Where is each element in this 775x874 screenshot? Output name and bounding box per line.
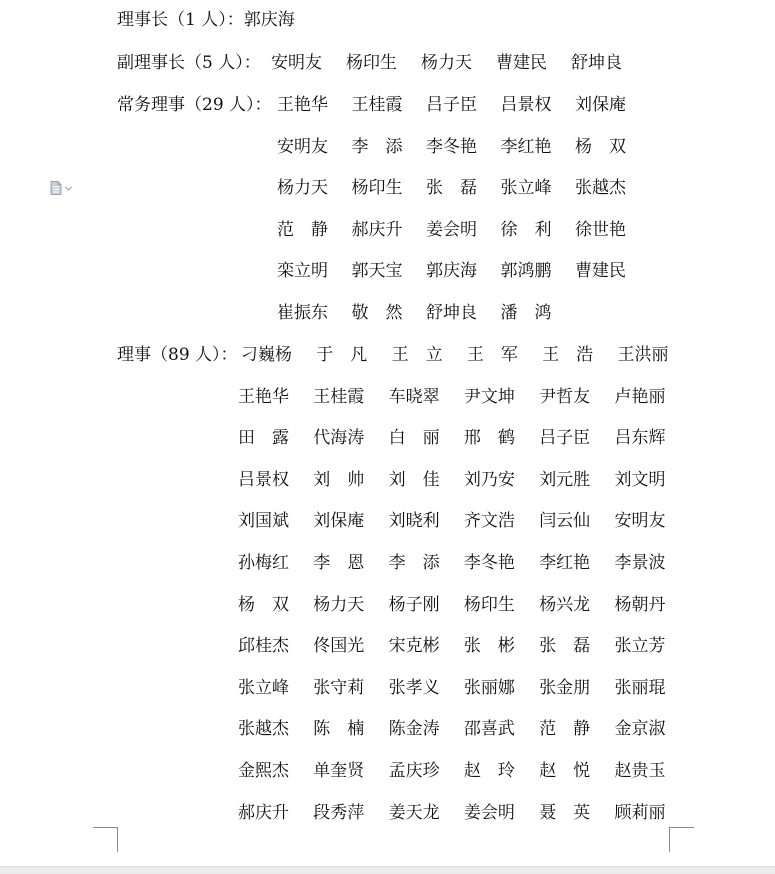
member-name: 刘 佳 bbox=[388, 469, 440, 490]
member-name: 郝庆升 bbox=[351, 219, 403, 240]
member-name: 邢 鹤 bbox=[463, 428, 515, 449]
member-name: 李红艳 bbox=[539, 553, 591, 573]
member-name: 郭庆海 bbox=[243, 10, 295, 30]
member-name: 张 彬 bbox=[463, 636, 515, 657]
member-name: 金熙杰 bbox=[238, 761, 289, 781]
section-label: 副理事长（5 人）： bbox=[117, 53, 261, 73]
member-name: 姜天龙 bbox=[388, 802, 440, 823]
member-name: 佟国光 bbox=[313, 636, 365, 657]
member-name: 齐文浩 bbox=[463, 511, 515, 532]
member-name: 王 军 bbox=[466, 345, 518, 365]
member-name: 张丽娜 bbox=[463, 677, 515, 698]
section-label: 常务理事（29 人）： bbox=[117, 95, 272, 115]
member-name: 张 磊 bbox=[426, 178, 477, 199]
member-name: 邵喜武 bbox=[463, 719, 515, 740]
member-name: 张孝义 bbox=[388, 677, 440, 698]
member-name: 吕子臣 bbox=[426, 95, 477, 115]
member-name: 潘 鸿 bbox=[500, 303, 552, 323]
member-name: 杨力天 bbox=[313, 594, 365, 615]
member-name: 郭鸿鹏 bbox=[500, 261, 552, 282]
member-name: 张丽琨 bbox=[614, 677, 666, 698]
member-name: 于 凡 bbox=[316, 345, 368, 365]
member-name: 顾莉丽 bbox=[614, 802, 666, 823]
member-name: 安明友 bbox=[614, 511, 666, 532]
member-name: 敬 然 bbox=[351, 303, 403, 323]
member-name: 刘国斌 bbox=[238, 511, 289, 532]
section-vice-presidents-label bbox=[117, 51, 261, 75]
member-name: 刁巍杨 bbox=[241, 345, 292, 365]
member-name: 杨印生 bbox=[346, 53, 397, 73]
member-name: 李 添 bbox=[351, 136, 403, 157]
member-name: 杨 双 bbox=[238, 594, 289, 615]
section-standing-directors-label bbox=[117, 93, 272, 117]
member-name: 曹建民 bbox=[575, 261, 626, 282]
member-name: 舒坤良 bbox=[571, 53, 622, 73]
member-name: 范 静 bbox=[539, 719, 591, 740]
member-name: 刘元胜 bbox=[539, 469, 591, 490]
member-name: 李红艳 bbox=[500, 136, 552, 157]
page-corner-mark-right bbox=[669, 827, 694, 852]
member-name: 张立峰 bbox=[500, 178, 552, 199]
member-name: 杨力天 bbox=[421, 53, 472, 73]
member-name: 刘晓利 bbox=[388, 511, 440, 532]
member-name: 车晓翠 bbox=[388, 386, 440, 407]
member-name: 张立峰 bbox=[238, 677, 289, 698]
member-name: 张守莉 bbox=[313, 677, 365, 698]
member-name: 杨印生 bbox=[463, 594, 515, 615]
member-name: 李景波 bbox=[614, 553, 666, 573]
member-name: 郝庆升 bbox=[238, 802, 289, 823]
member-name: 刘乃安 bbox=[463, 469, 515, 490]
member-name: 张 磊 bbox=[539, 636, 591, 657]
member-name: 安明友 bbox=[271, 53, 322, 73]
member-name: 杨力天 bbox=[277, 178, 328, 199]
member-name: 闫云仙 bbox=[539, 511, 591, 532]
member-name: 王 立 bbox=[391, 345, 443, 365]
member-name: 王 浩 bbox=[542, 345, 594, 365]
member-name: 徐 利 bbox=[500, 219, 552, 240]
member-name: 吕景权 bbox=[238, 469, 289, 490]
member-name: 陈金涛 bbox=[388, 719, 440, 740]
member-name: 吕子臣 bbox=[539, 428, 591, 449]
member-name: 王桂霞 bbox=[351, 95, 403, 115]
member-name: 金京淑 bbox=[614, 719, 666, 740]
member-name: 刘 帅 bbox=[313, 469, 365, 490]
member-name: 杨印生 bbox=[351, 178, 403, 199]
member-name: 栾立明 bbox=[277, 261, 328, 282]
chevron-down-icon bbox=[65, 186, 72, 191]
member-name: 代海涛 bbox=[313, 428, 365, 449]
member-name: 邱桂杰 bbox=[238, 636, 289, 657]
member-name: 范 静 bbox=[277, 219, 328, 240]
member-name: 吕景权 bbox=[500, 95, 552, 115]
member-name: 张越杰 bbox=[575, 178, 626, 199]
member-name: 孙梅红 bbox=[238, 553, 289, 573]
member-name: 刘保庵 bbox=[313, 511, 365, 532]
member-name: 陈 楠 bbox=[313, 719, 365, 740]
member-name: 李 添 bbox=[388, 553, 440, 573]
member-name: 王桂霞 bbox=[313, 386, 365, 407]
member-name: 宋克彬 bbox=[388, 636, 440, 657]
member-name: 杨 双 bbox=[575, 136, 626, 157]
member-name: 姜会明 bbox=[426, 219, 477, 240]
section-label: 理事（89 人）： bbox=[117, 345, 238, 365]
member-name: 张金朋 bbox=[539, 677, 591, 698]
member-name: 刘文明 bbox=[614, 469, 666, 490]
member-name: 郭庆海 bbox=[426, 261, 477, 282]
member-name: 吕东辉 bbox=[614, 428, 666, 449]
member-name: 单奎贤 bbox=[313, 761, 365, 781]
member-name: 李冬艳 bbox=[426, 136, 477, 157]
member-name: 赵 玲 bbox=[463, 761, 515, 781]
member-name: 卢艳丽 bbox=[614, 386, 666, 407]
section-directors-label bbox=[117, 343, 238, 367]
member-name: 聂 英 bbox=[539, 802, 591, 823]
member-name: 田 露 bbox=[238, 428, 289, 449]
member-name: 孟庆珍 bbox=[388, 761, 440, 781]
page-corner-mark-left bbox=[93, 827, 118, 852]
member-name: 郭天宝 bbox=[351, 261, 403, 282]
member-name: 王艳华 bbox=[238, 386, 289, 407]
member-name: 段秀萍 bbox=[313, 802, 365, 823]
member-name: 杨朝丹 bbox=[614, 594, 666, 615]
member-name: 姜会明 bbox=[463, 802, 515, 823]
member-name: 刘保庵 bbox=[575, 95, 626, 115]
member-name: 舒坤良 bbox=[426, 303, 477, 323]
member-name: 白 丽 bbox=[388, 428, 440, 449]
member-name: 李冬艳 bbox=[463, 553, 515, 573]
member-name: 杨子刚 bbox=[388, 594, 440, 615]
member-name: 杨兴龙 bbox=[539, 594, 591, 615]
member-name: 李 恩 bbox=[313, 553, 365, 573]
member-name: 徐世艳 bbox=[575, 219, 626, 240]
member-name: 尹哲友 bbox=[539, 386, 591, 407]
paragraph-menu-button[interactable] bbox=[50, 181, 76, 195]
section-label: 理事长（1 人）： bbox=[117, 10, 244, 30]
member-name: 尹文坤 bbox=[463, 386, 515, 407]
member-name: 王洪丽 bbox=[617, 345, 669, 365]
member-name: 赵 悦 bbox=[539, 761, 591, 781]
member-name: 张越杰 bbox=[238, 719, 289, 740]
member-name: 赵贵玉 bbox=[614, 761, 666, 781]
member-name: 曹建民 bbox=[496, 53, 547, 73]
member-name: 崔振东 bbox=[277, 303, 328, 323]
member-name: 王艳华 bbox=[277, 95, 328, 115]
member-name: 安明友 bbox=[277, 136, 328, 157]
document-icon bbox=[50, 181, 62, 195]
section-president bbox=[117, 8, 295, 32]
member-name: 张立芳 bbox=[614, 636, 666, 657]
